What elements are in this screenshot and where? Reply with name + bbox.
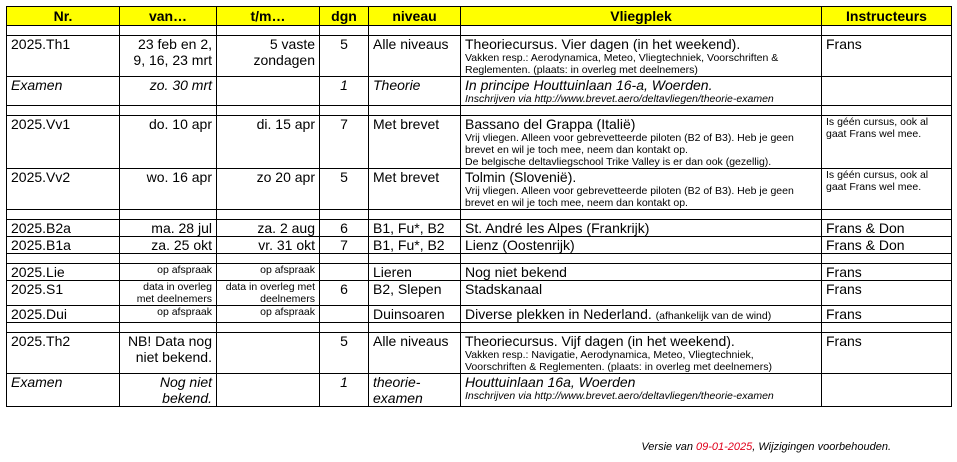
end-date: op afspraak [217, 264, 320, 281]
days-count: 5 [320, 169, 369, 210]
start-date: NB! Data nog niet bekend. [120, 333, 217, 374]
location: Tolmin (Slovenië). [465, 169, 577, 185]
instructor: Is géén cursus, ook al gaat Frans wel mee. [822, 116, 952, 169]
header-row [7, 7, 952, 26]
col-header-van: van… [120, 7, 217, 26]
start-date: data in overleg met deelnemers [120, 281, 217, 306]
location-note: Inschrijven via http://www.brevet.aero/deltavliegen/theorie-examen [465, 93, 774, 105]
start-date: wo. 16 apr [120, 169, 217, 210]
end-date: zo 20 apr [217, 169, 320, 210]
location-note: Inschrijven via http://www.brevet.aero/deltavliegen/theorie-examen [465, 390, 774, 402]
table-row [7, 281, 952, 306]
days-count [320, 264, 369, 281]
course-nr: 2025.Th2 [7, 333, 120, 374]
end-date: vr. 31 okt [217, 237, 320, 254]
table-row [7, 36, 952, 77]
end-date [217, 374, 320, 407]
end-date [217, 333, 320, 374]
col-header-instructeurs: Instructeurs [822, 7, 952, 26]
level: Met brevet [369, 169, 461, 210]
level: Lieren [369, 264, 461, 281]
schedule-table [6, 6, 952, 407]
col-header-vliegplek: Vliegplek [461, 7, 822, 26]
location-cell [461, 116, 822, 169]
location-cell [461, 169, 822, 210]
location-cell [461, 374, 822, 407]
course-nr: 2025.B1a [7, 237, 120, 254]
course-nr: 2025.Vv1 [7, 116, 120, 169]
days-count: 5 [320, 333, 369, 374]
start-date: za. 25 okt [120, 237, 217, 254]
end-date: za. 2 aug [217, 220, 320, 237]
location: Lienz (Oostenrijk) [461, 237, 822, 254]
instructor [822, 77, 952, 106]
table-row [7, 306, 952, 323]
instructor: Frans & Don [822, 237, 952, 254]
location: Theoriecursus. Vier dagen (in het weekend). [465, 36, 741, 52]
spacer-row [7, 210, 952, 220]
table-row [7, 264, 952, 281]
instructor: Frans [822, 333, 952, 374]
course-nr: 2025.Lie [7, 264, 120, 281]
course-nr: 2025.B2a [7, 220, 120, 237]
table-row [7, 77, 952, 106]
location: St. André les Alpes (Frankrijk) [461, 220, 822, 237]
start-date: Nog niet bekend. [120, 374, 217, 407]
level: B2, Slepen [369, 281, 461, 306]
location-note-extra: De belgische deltavliegschool Trike Valley is er dan ook (gezellig). [465, 156, 772, 168]
days-count: 6 [320, 220, 369, 237]
spacer-row [7, 26, 952, 36]
location-note: (afhankelijk van de wind) [655, 310, 772, 322]
level: Theorie [369, 77, 461, 106]
table-row [7, 116, 952, 169]
start-date: ma. 28 jul [120, 220, 217, 237]
location-note: Vrij vliegen. Alleen voor gebrevetteerde piloten (B2 of B3). Heb je geen brevet en wil je toch mee, neem dan kontakt op. [465, 185, 794, 209]
version-prefix: Versie van [641, 441, 696, 453]
location: In principe Houttuinlaan 16-a, Woerden. [465, 77, 713, 93]
level: B1, Fu*, B2 [369, 237, 461, 254]
days-count: 1 [320, 77, 369, 106]
level: Alle niveaus [369, 333, 461, 374]
end-date: di. 15 apr [217, 116, 320, 169]
end-date [217, 77, 320, 106]
instructor: Frans [822, 36, 952, 77]
table-row [7, 333, 952, 374]
start-date: 23 feb en 2, 9, 16, 23 mrt [120, 36, 217, 77]
location-cell [461, 77, 822, 106]
days-count: 5 [320, 36, 369, 77]
start-date: op afspraak [120, 306, 217, 323]
course-nr: 2025.Th1 [7, 36, 120, 77]
location-note: Vakken resp.: Navigatie, Aerodynamica, Meteo, Vliegtechniek, Voorschriften & Reglementen. (plaats: in overleg met deelnemers) [465, 349, 772, 373]
location: Diverse plekken in Nederland. [465, 306, 652, 322]
instructor: Frans & Don [822, 220, 952, 237]
col-header-niveau: niveau [369, 7, 461, 26]
start-date: do. 10 apr [120, 116, 217, 169]
location: Bassano del Grappa (Italië) [465, 116, 636, 132]
version-suffix: , Wijzigingen voorbehouden. [752, 441, 891, 453]
location-cell [461, 306, 822, 323]
table-row [7, 237, 952, 254]
table-row [7, 169, 952, 210]
end-date: op afspraak [217, 306, 320, 323]
instructor: Frans [822, 306, 952, 323]
course-nr: Examen [7, 77, 120, 106]
days-count: 7 [320, 237, 369, 254]
level: theorie-examen [369, 374, 461, 407]
days-count: 7 [320, 116, 369, 169]
spacer-row [7, 106, 952, 116]
col-header-nr: Nr. [7, 7, 120, 26]
course-nr: 2025.Vv2 [7, 169, 120, 210]
days-count [320, 306, 369, 323]
level: Alle niveaus [369, 36, 461, 77]
location: Theoriecursus. Vijf dagen (in het weekend). [465, 333, 735, 349]
level: Duinsoaren [369, 306, 461, 323]
days-count: 1 [320, 374, 369, 407]
instructor: Frans [822, 281, 952, 306]
location: Stadskanaal [461, 281, 822, 306]
days-count: 6 [320, 281, 369, 306]
start-date: zo. 30 mrt [120, 77, 217, 106]
spacer-row [7, 323, 952, 333]
instructor: Is géén cursus, ook al gaat Frans wel mee. [822, 169, 952, 210]
location-cell [461, 36, 822, 77]
course-nr: Examen [7, 374, 120, 407]
version-date: 09-01-2025 [696, 441, 753, 453]
level: B1, Fu*, B2 [369, 220, 461, 237]
course-nr: 2025.Dui [7, 306, 120, 323]
version-footer [641, 441, 891, 453]
instructor [822, 374, 952, 407]
instructor: Frans [822, 264, 952, 281]
col-header-tm: t/m… [217, 7, 320, 26]
spacer-row [7, 254, 952, 264]
location-note: Vakken resp.: Aerodynamica, Meteo, Vliegtechniek, Voorschriften & Reglementen. (plaats: in overleg met deelnemers) [465, 52, 779, 76]
location-note: Vrij vliegen. Alleen voor gebrevetteerde piloten (B2 of B3). Heb je geen brevet en wil je toch mee, neem dan kontakt op. [465, 132, 794, 156]
end-date: data in overleg met deelnemers [217, 281, 320, 306]
start-date: op afspraak [120, 264, 217, 281]
location-cell [461, 333, 822, 374]
end-date: 5 vaste zondagen [217, 36, 320, 77]
col-header-dgn: dgn [320, 7, 369, 26]
location: Houttuinlaan 16a, Woerden [465, 374, 636, 390]
course-nr: 2025.S1 [7, 281, 120, 306]
table-row [7, 374, 952, 407]
table-row [7, 220, 952, 237]
location: Nog niet bekend [461, 264, 822, 281]
level: Met brevet [369, 116, 461, 169]
